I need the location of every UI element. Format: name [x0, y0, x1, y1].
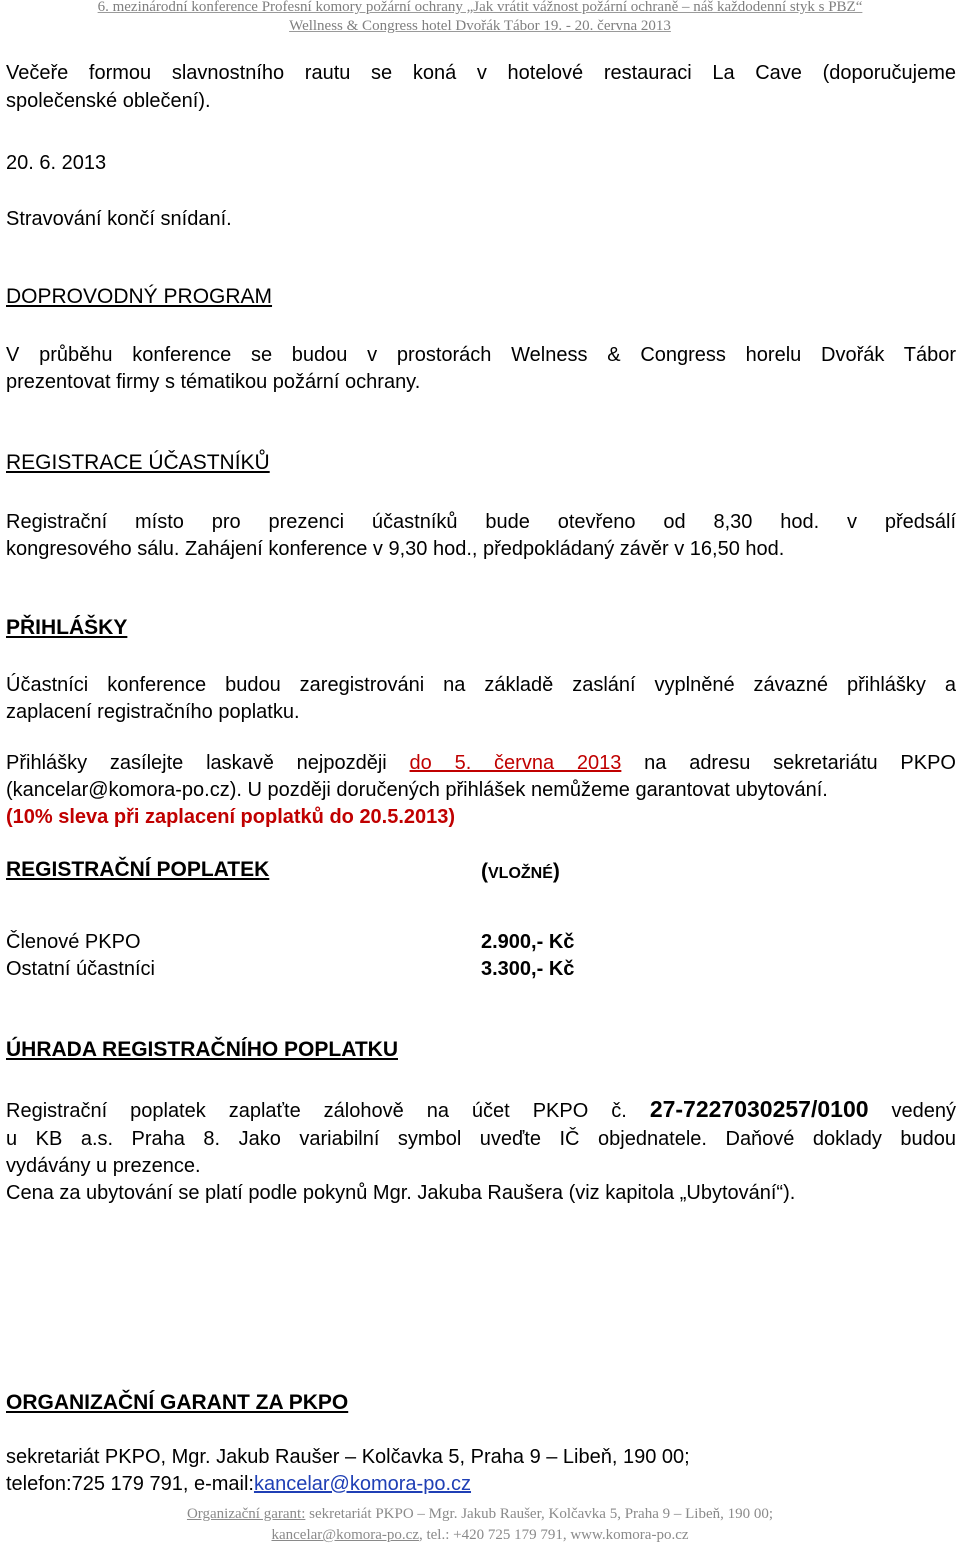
fee-row-label-1: Členové PKPO: [6, 931, 141, 953]
footer-line-1: [0, 1506, 960, 1523]
dinner-text-2: společenské oblečení).: [6, 90, 211, 112]
deadline-post: na adresu sekretariátu PKPO: [644, 752, 956, 774]
payment-text-3: vydávány u prezence.: [6, 1155, 201, 1177]
page-header-venue: Wellness & Congress hotel Dvořák Tábor 19. - 20. června 2013: [289, 18, 671, 34]
applications-text-3: (kancelar@komora-po.cz). U později doručených přihlášek nemůžeme garantovat ubytování.: [6, 779, 828, 801]
guarantor-email-link[interactable]: kancelar@komora-po.cz: [253, 1473, 472, 1495]
fee-row-value-1: 2.900,- Kč: [481, 931, 575, 953]
applications-heading: PŘIHLÁŠKY: [6, 616, 128, 639]
page-header-title: 6. mezinárodní konference Profesní komory požární ochrany „Jak vrátit vážnost požární ochraně – náš každodenní styk s PBZ“: [97, 0, 863, 15]
deadline-pre: Přihlášky zasílejte laskavě nejpozději: [6, 752, 387, 774]
guarantor-text-1: sekretariát PKPO, Mgr. Jakub Raušer – Kolčavka 5, Praha 9 – Libeň, 190 00;: [6, 1446, 690, 1468]
footer-address: sekretariát PKPO – Mgr. Jakub Raušer, Kolčavka 5, Praha 9 – Libeň, 190 00;: [305, 1506, 774, 1522]
program-heading: DOPROVODNÝ PROGRAM: [6, 285, 273, 308]
deadline-date: do 5. června 2013: [409, 752, 622, 774]
fee-row-label-2: Ostatní účastníci: [6, 958, 155, 980]
applications-deadline-line: [6, 750, 956, 777]
payment-text-2: u KB a.s. Praha 8. Jako variabilní symbol uveďte IČ objednatele. Daňové doklady budou: [6, 1128, 956, 1150]
guarantor-text-2: [6, 1471, 471, 1498]
account-number: 27-7227030257/0100: [649, 1096, 869, 1122]
program-text-2: prezentovat firmy s tématikou požární ochrany.: [6, 371, 421, 393]
payment-heading: ÚHRADA REGISTRAČNÍHO POPLATKU: [6, 1038, 398, 1061]
fee-row-value-2: 3.300,- Kč: [481, 958, 575, 980]
footer-email-link[interactable]: kancelar@komora-po.cz: [271, 1527, 419, 1543]
payment-text-4: Cena za ubytování se platí podle pokynů Mgr. Jakuba Raušera (viz kapitola „Ubytování“).: [6, 1182, 796, 1204]
payment-text-1: [6, 1096, 956, 1125]
discount-note: (10% sleva při zaplacení poplatků do 20.5.2013): [6, 806, 456, 828]
guarantor-heading: ORGANIZAČNÍ GARANT ZA PKPO: [6, 1391, 349, 1414]
fee-heading: REGISTRAČNÍ POPLATEK: [6, 858, 270, 881]
fee-column-heading: (VLOŽNÉ): [481, 860, 560, 883]
footer-line-2: [0, 1527, 960, 1544]
date-line: 20. 6. 2013: [6, 152, 107, 174]
registration-text-2: kongresového sálu. Zahájení konference v 9,30 hod., předpokládaný závěr v 16,50 hod.: [6, 538, 785, 560]
guarantor-contact-pre: telefon:725 179 791, e-mail:: [6, 1473, 254, 1495]
registration-text-1: Registrační místo pro prezenci účastníků bude otevřeno od 8,30 hod. v předsálí: [6, 511, 956, 533]
catering-note: Stravování končí snídaní.: [6, 208, 232, 230]
program-text-1: V průběhu konference se budou v prostorách Welness & Congress horelu Dvořák Tábor: [6, 344, 956, 366]
applications-text-1: Účastníci konference budou zaregistrováni na základě zaslání vyplněné závazné přihlášky a: [6, 674, 956, 696]
footer-contact: , tel.: +420 725 179 791, www.komora-po.cz: [418, 1527, 689, 1543]
footer-label: Organizační garant:: [186, 1506, 306, 1522]
payment-pre: Registrační poplatek zaplaťte zálohově na účet PKPO č.: [6, 1100, 627, 1122]
payment-post: vedený: [891, 1100, 957, 1122]
applications-text-2: zaplacení registračního poplatku.: [6, 701, 300, 723]
registration-heading: REGISTRACE ÚČASTNÍKŮ: [6, 451, 270, 474]
dinner-text-1: Večeře formou slavnostního rautu se koná v hotelové restauraci La Cave (doporučujeme: [6, 62, 956, 84]
